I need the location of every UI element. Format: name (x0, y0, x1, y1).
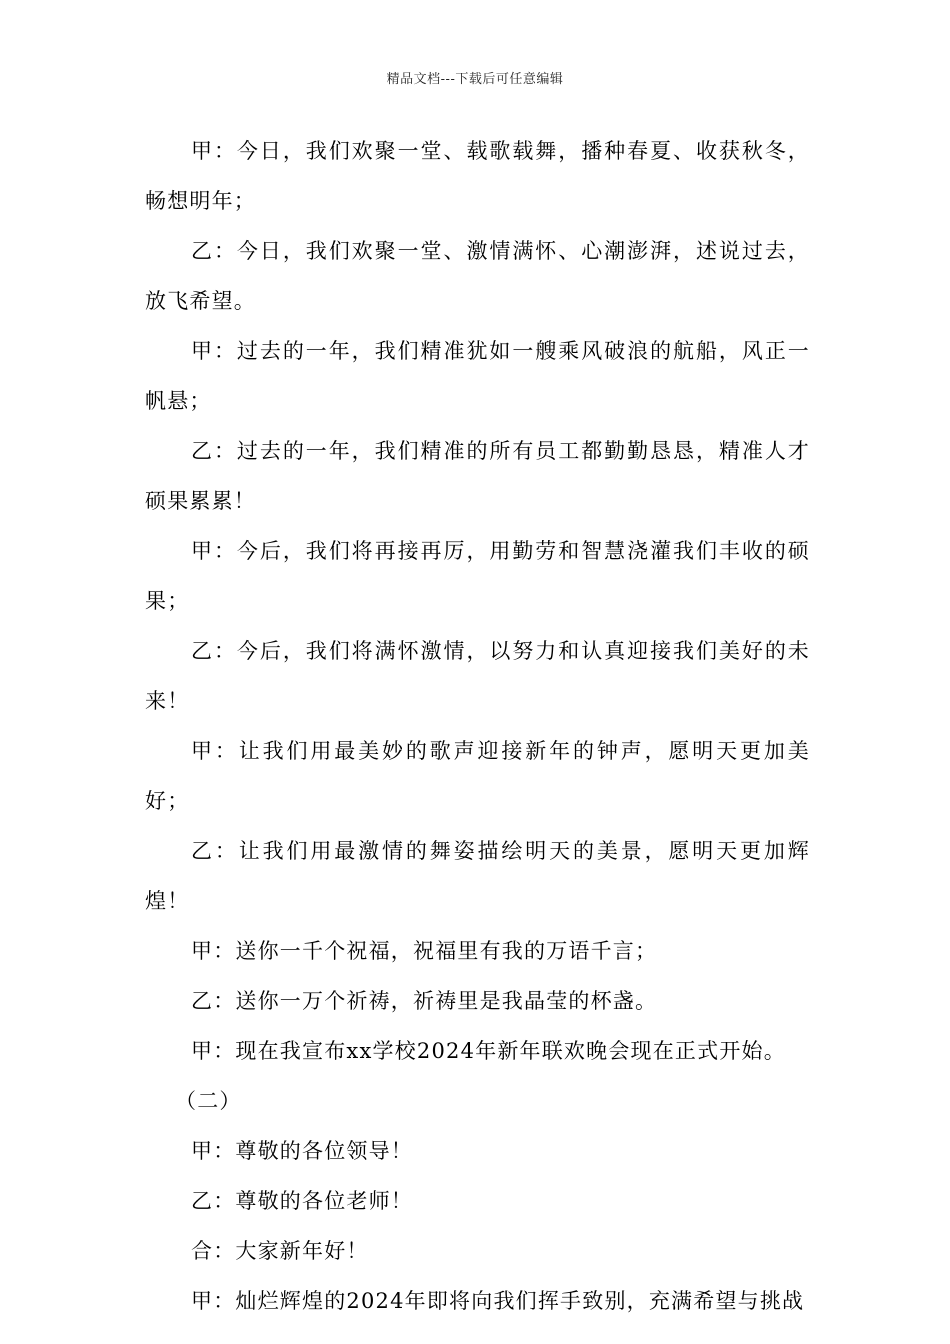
paragraph: 甲：今日，我们欢聚一堂、载歌载舞，播种春夏、收获秋冬，畅想明年； (145, 139, 810, 213)
paragraph: 甲：让我们用最美妙的歌声迎接新年的钟声，愿明天更加美好； (145, 739, 810, 813)
page-header: 精品文档---下载后可任意编辑 (386, 72, 564, 87)
paragraph: 乙：今日，我们欢聚一堂、激情满怀、心潮澎湃，述说过去，放飞希望。 (145, 239, 810, 313)
paragraph: 合：大家新年好！ (191, 1239, 369, 1263)
paragraph: 乙：今后，我们将满怀激情，以努力和认真迎接我们美好的未来！ (145, 639, 810, 713)
paragraph: 乙：让我们用最激情的舞姿描绘明天的美景，愿明天更加辉煌！ (145, 839, 810, 913)
paragraph: 甲：现在我宣布xx学校2024年新年联欢晚会现在正式开始。 (191, 1039, 786, 1063)
paragraph: 甲：送你一千个祝福，祝福里有我的万语千言； (191, 939, 658, 963)
paragraph: 甲：尊敬的各位领导！ (191, 1139, 413, 1163)
paragraph: 乙：尊敬的各位老师！ (191, 1189, 413, 1213)
document-body (145, 126, 810, 1326)
paragraph: 甲：灿烂辉煌的2024年即将向我们挥手致别，充满希望与挑战 (191, 1289, 805, 1313)
paragraph: 甲：今后，我们将再接再厉，用勤劳和智慧浇灌我们丰收的硕果； (145, 539, 810, 613)
paragraph: 乙：送你一万个祈祷，祈祷里是我晶莹的杯盏。 (191, 989, 658, 1013)
paragraph: 甲：过去的一年，我们精准犹如一艘乘风破浪的航船，风正一帆悬； (145, 339, 810, 413)
section-heading: （二） (175, 1089, 242, 1113)
paragraph: 乙：过去的一年，我们精准的所有员工都勤勤恳恳，精准人才硕果累累！ (145, 439, 810, 513)
